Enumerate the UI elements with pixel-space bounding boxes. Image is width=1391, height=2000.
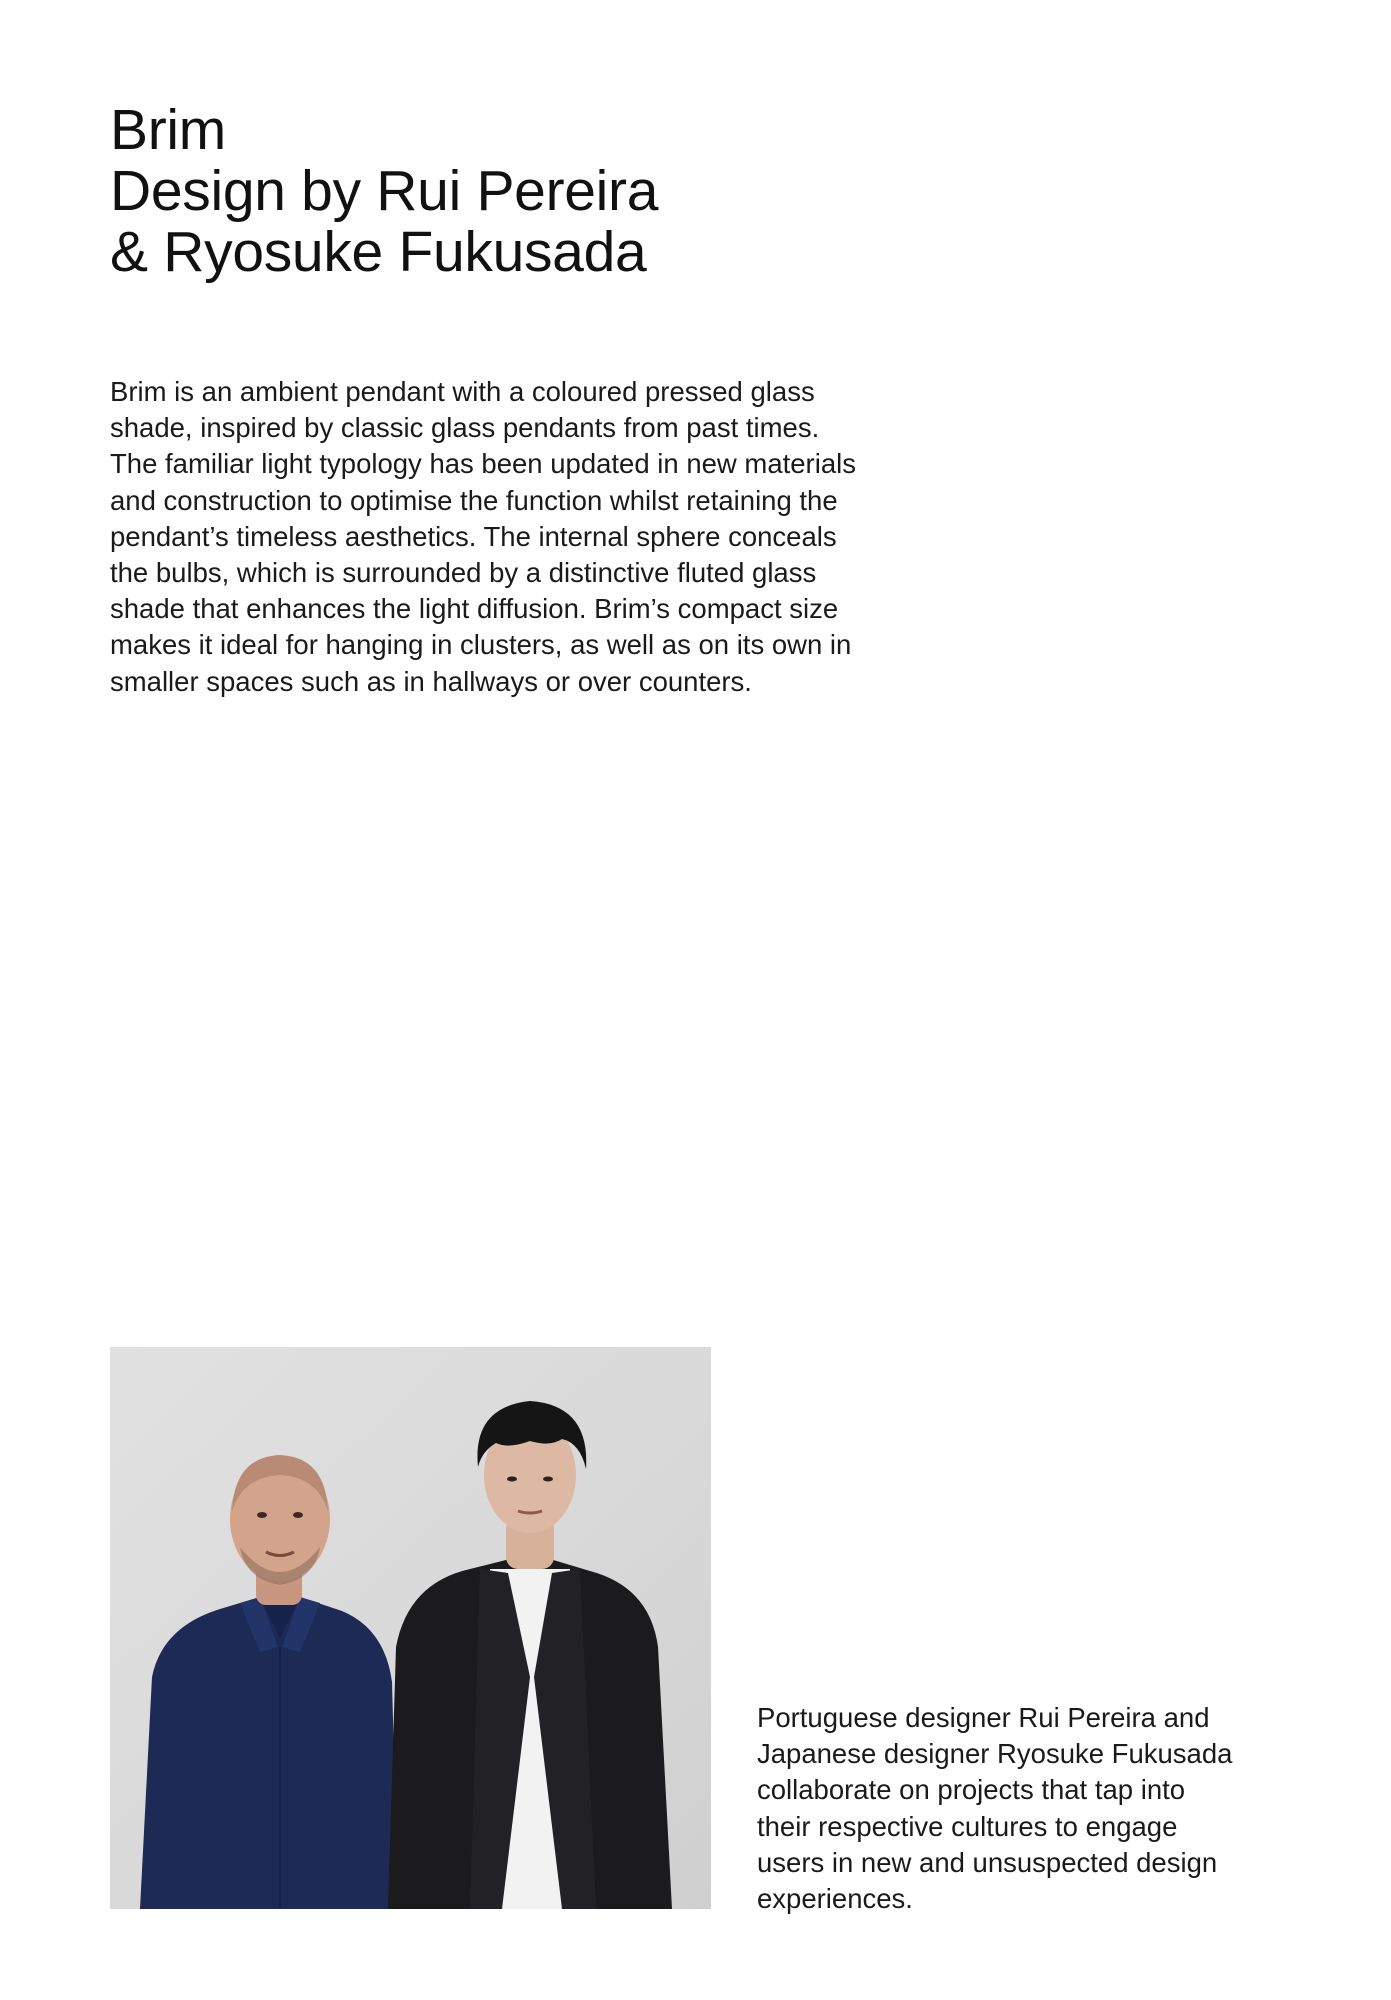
bio-line: Portuguese designer Rui Pereira and xyxy=(757,1702,1210,1733)
description-line: makes it ideal for hanging in clusters, as well as on its own in xyxy=(110,629,852,661)
description-line: smaller spaces such as in hallways or over counters. xyxy=(110,665,752,697)
title-designer-line-2: & Ryosuke Fukusada xyxy=(110,220,647,284)
description-line: and construction to optimise the function whilst retaining the xyxy=(110,484,838,516)
bio-line: their respective cultures to engage xyxy=(757,1810,1178,1842)
title-product-name: Brim xyxy=(110,98,226,162)
page-title xyxy=(110,100,1010,283)
description-line: Brim is an ambient pendant with a coloured pressed glass xyxy=(110,376,815,407)
description-line: the bulbs, which is surrounded by a distinctive fluted glass xyxy=(110,557,817,589)
description-line: shade, inspired by classic glass pendants from past times. xyxy=(110,412,820,444)
title-designer-line-1: Design by Rui Pereira xyxy=(110,159,659,223)
product-description xyxy=(110,374,930,700)
description-line: The familiar light typology has been updated in new materials xyxy=(110,448,856,480)
designers-bio xyxy=(757,1700,1317,1917)
designers-illustration xyxy=(110,1347,711,1909)
bio-line: collaborate on projects that tap into xyxy=(757,1774,1186,1806)
bio-line: users in new and unsuspected design xyxy=(757,1846,1218,1878)
description-line: pendant’s timeless aesthetics. The internal sphere conceals xyxy=(110,520,837,552)
bio-line: experiences. xyxy=(757,1883,913,1915)
description-line: shade that enhances the light diffusion. Brim’s compact size xyxy=(110,593,839,625)
bio-line: Japanese designer Ryosuke Fukusada xyxy=(757,1738,1233,1770)
designers-photo xyxy=(110,1347,711,1909)
